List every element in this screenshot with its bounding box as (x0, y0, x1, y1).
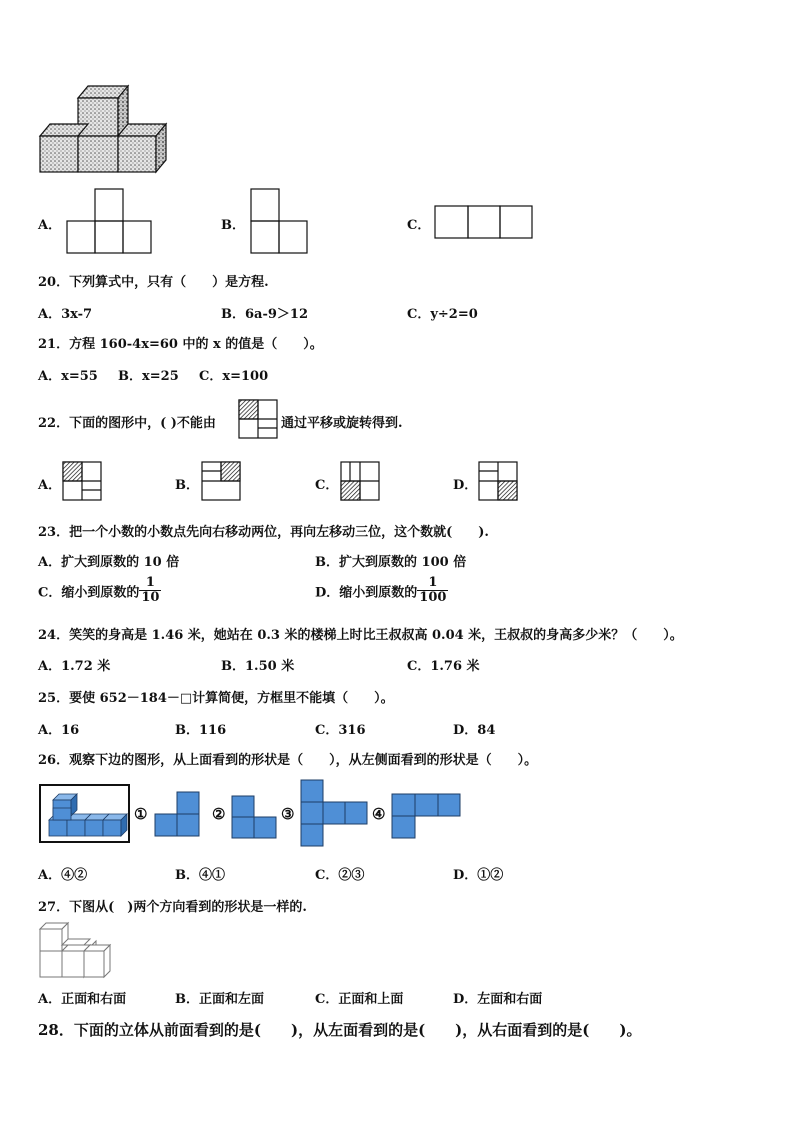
q22-option-c-figure (340, 461, 380, 501)
q19-option-a-figure (66, 188, 152, 254)
q19-option-a-label: A． (38, 218, 62, 233)
q26-figure-4 (391, 793, 461, 839)
q21-stem: 21．方程 160-4x=60 中的 x 的值是（ ）。 (38, 337, 323, 352)
q27-option-c: C．正面和上面 (315, 992, 404, 1007)
q25-option-c: C．316 (315, 723, 366, 738)
q22-option-d-label: D． (453, 478, 478, 493)
q23-option-a: A．扩大到原数的 10 倍 (38, 555, 180, 570)
q22-option-a-figure (62, 461, 102, 501)
q27-option-a: A．正面和右面 (38, 992, 127, 1007)
q22-option-c-label: C． (315, 478, 339, 493)
q22-stem-after: 通过平移或旋转得到. (281, 416, 403, 431)
q24-option-a: A．1.72 米 (38, 659, 111, 674)
q23-stem: 23．把一个小数的小数点先向右移动两位，再向左移动三位，这个数就( ). (38, 525, 489, 540)
q26-option-a: A．④② (38, 868, 88, 883)
q27-stem: 27．下图从( )两个方向看到的形状是一样的. (38, 900, 307, 915)
q22-option-a-label: A． (38, 478, 62, 493)
q20-option-b: B．6a-9＞12 (221, 307, 309, 322)
q21-option-a: A．x=55 (38, 369, 98, 384)
q19-solid-figure (38, 80, 168, 176)
q26-figure-1-label: ① (134, 805, 148, 823)
q27-option-b: B．正面和左面 (175, 992, 265, 1007)
q26-figure-3-label: ③ (281, 805, 295, 823)
q28-stem: 28．下面的立体从前面看到的是( )，从左面看到的是( )，从右面看到的是( )。 (38, 1021, 642, 1039)
q26-figure-2 (231, 795, 277, 839)
q20-option-c: C．y÷2=0 (407, 307, 478, 322)
q23-option-d: D．缩小到原数的 $\frac{1}{100}$ (315, 575, 447, 606)
q26-figure-2-label: ② (212, 805, 226, 823)
q22-stem-before: 22．下面的图形中，( )不能由 (38, 416, 216, 431)
q19-option-c-figure (434, 205, 534, 239)
q26-figure-1 (154, 791, 200, 837)
q26-option-b: B．④① (175, 868, 226, 883)
q26-figure-3 (300, 779, 370, 849)
q23-option-c: C．缩小到原数的 $\frac{1}{10}$ (38, 575, 160, 606)
q22-option-b-label: B． (175, 478, 199, 493)
q20-stem: 20．下列算式中，只有（ ）是方程. (38, 275, 269, 290)
q19-option-b-label: B． (221, 218, 245, 233)
q26-option-c: C．②③ (315, 868, 365, 883)
q25-stem: 25．要使 652－184－□计算简便，方框里不能填（ ）。 (38, 691, 394, 706)
q24-stem: 24．笑笑的身高是 1.46 米，她站在 0.3 米的楼梯上时比王叔叔高 0.04 米，王叔叔的身高多少米？（ ）。 (38, 628, 683, 643)
q27-option-d: D．左面和右面 (453, 992, 543, 1007)
q25-option-a: A．16 (38, 723, 80, 738)
q24-option-b: B．1.50 米 (221, 659, 295, 674)
q20-option-a: A．3x-7 (38, 307, 93, 322)
q26-stem: 26．观察下边的图形，从上面看到的形状是（ ），从左侧面看到的形状是（ ）。 (38, 753, 538, 768)
q19-option-c-label: C． (407, 218, 431, 233)
q26-option-d: D．①② (453, 868, 504, 883)
q25-option-b: B．116 (175, 723, 227, 738)
q27-solid-figure (38, 921, 110, 981)
q21-option-b: B．x=25 (118, 369, 179, 384)
q23-option-c-fraction: $\frac{1}{10}$ (141, 575, 160, 606)
q25-option-d: D．84 (453, 723, 496, 738)
q26-solid-figure (39, 784, 131, 844)
q23-option-b: B．扩大到原数的 100 倍 (315, 555, 467, 570)
q26-figure-4-label: ④ (372, 805, 386, 823)
q24-option-c: C．1.76 米 (407, 659, 480, 674)
q23-option-d-fraction: $\frac{1}{100}$ (419, 575, 447, 606)
q22-option-b-figure (201, 461, 241, 501)
q22-reference-figure (238, 399, 278, 439)
q21-option-c: C．x=100 (199, 369, 269, 384)
q19-option-b-figure (250, 188, 308, 254)
q22-option-d-figure (478, 461, 518, 501)
